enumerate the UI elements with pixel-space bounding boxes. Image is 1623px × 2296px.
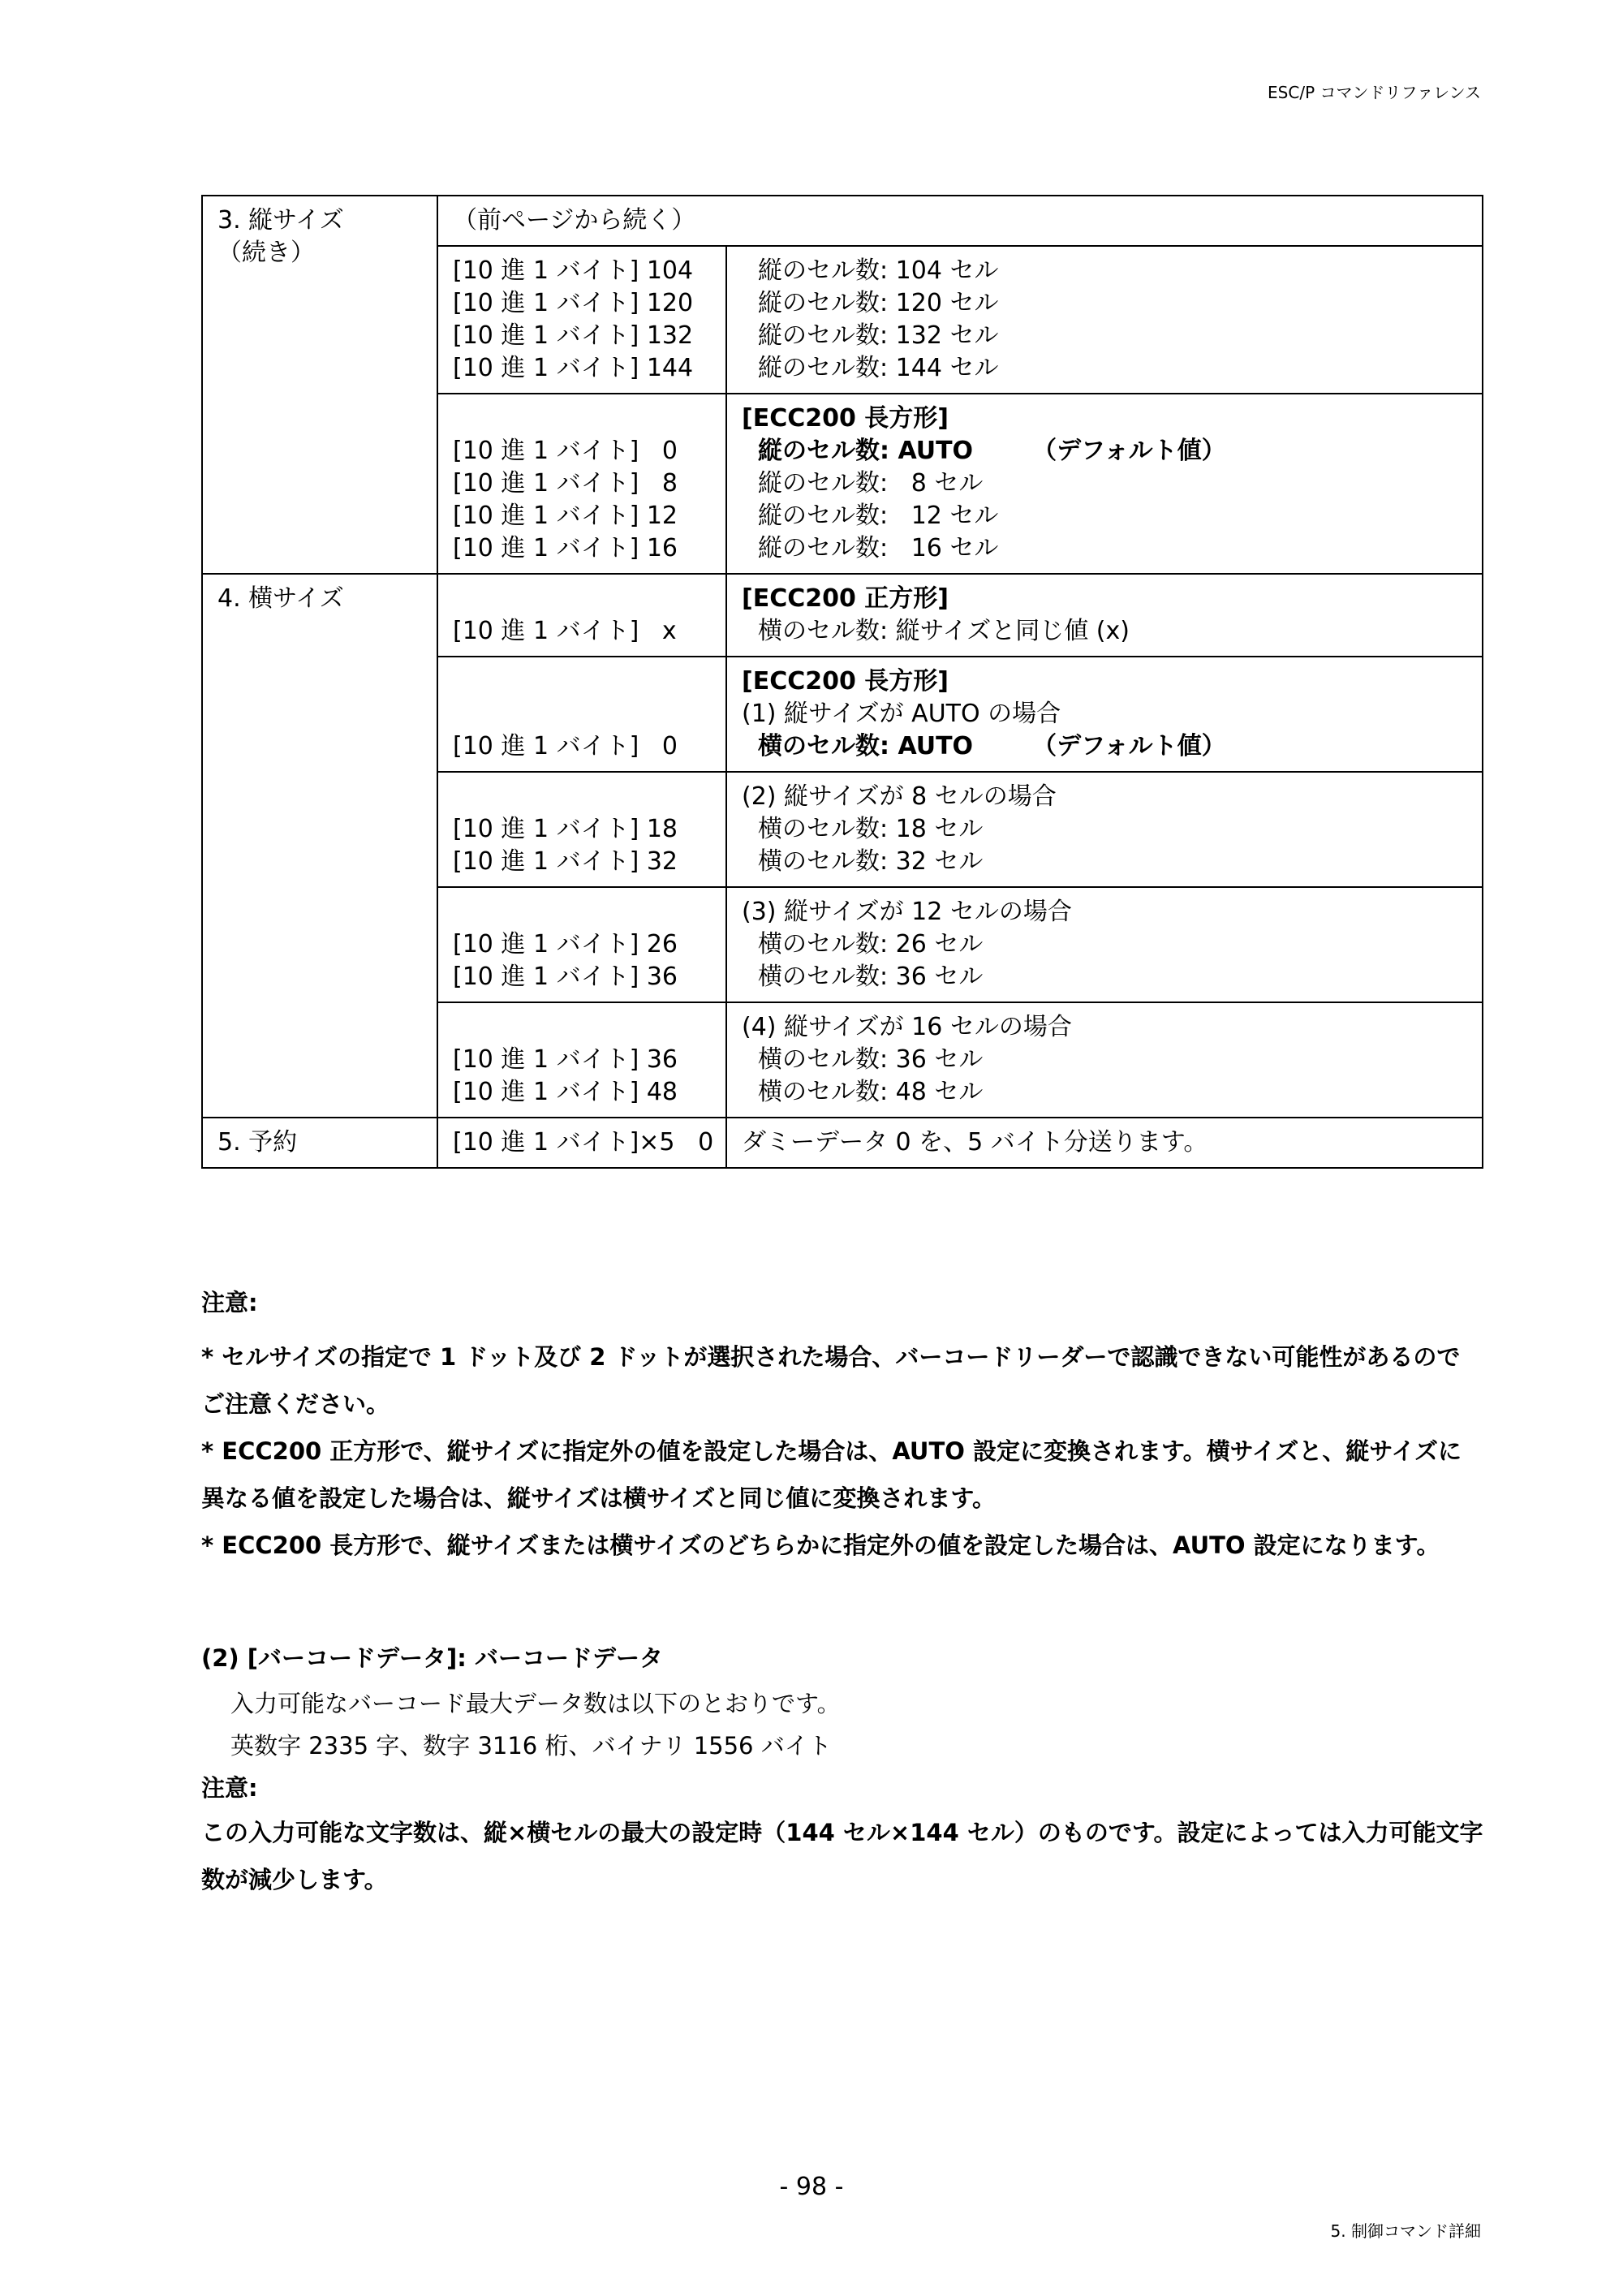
continued-note: （前ページから続く）	[453, 206, 696, 235]
description-condition: (2) 縦サイズが 8 セルの場合	[742, 782, 1057, 811]
description-line: 横のセル数: 48 セル	[758, 1078, 984, 1106]
value-line: [10 進 1 バイト] 0	[453, 732, 678, 760]
value-line: [10 進 1 バイト] 36	[453, 1045, 678, 1074]
value-line: [10 進 1 バイト] 144	[453, 354, 694, 382]
description-heading: [ECC200 正方形]	[742, 584, 949, 613]
value-line: [10 進 1 バイト]×5 0	[453, 1128, 714, 1157]
table-row	[202, 574, 1483, 657]
description-cell	[726, 1002, 1483, 1118]
description-cell	[726, 657, 1483, 772]
description-cell	[726, 574, 1483, 657]
description-default: 縦のセル数: AUTO （デフォルト値）	[758, 437, 1226, 465]
description-line: 縦のセル数: 104 セル	[758, 256, 999, 285]
description-line: 横のセル数: 36 セル	[758, 963, 984, 991]
value-cell	[437, 1002, 726, 1118]
parameter-table	[201, 195, 1483, 1169]
param-label: 3. 縦サイズ	[217, 206, 344, 235]
param-label: 5. 予約	[217, 1128, 298, 1157]
notes-heading: 注意:	[201, 1289, 258, 1316]
description-line: 横のセル数: 26 セル	[758, 930, 984, 958]
value-line: [10 進 1 バイト] 36	[453, 963, 678, 991]
param-label-sub: （続き）	[217, 239, 315, 267]
value-line: [10 進 1 バイト] 32	[453, 847, 678, 876]
notes-section	[201, 1286, 1483, 1903]
description-line: 縦のセル数: 12 セル	[758, 502, 999, 530]
value-cell	[437, 657, 726, 772]
note-item: * セルサイズの指定で 1 ドット及び 2 ドットが選択された場合、バーコードリーダーで認識できない可能性があるのでご注意ください。	[201, 1343, 1461, 1418]
value-line: [10 進 1 バイト] 0	[453, 437, 678, 465]
running-header: ESC/P コマンドリファレンス	[1268, 83, 1481, 102]
page-number: - 98 -	[779, 2173, 844, 2201]
value-line: [10 進 1 バイト] 26	[453, 930, 678, 958]
param-label: 4. 横サイズ	[217, 584, 344, 613]
table-row	[202, 196, 1483, 246]
description-cell	[726, 246, 1483, 394]
section-note-heading: 注意:	[201, 1774, 258, 1802]
section-note: この入力可能な文字数は、縦×横セルの最大の設定時（144 セル×144 セル）のものです。設定によっては入力可能文字数が減少します。	[201, 1819, 1483, 1893]
description-line: ダミーデータ 0 を、5 バイト分送ります。	[742, 1128, 1208, 1157]
section-body-line: 英数字 2335 字、数字 3116 桁、バイナリ 1556 バイト	[230, 1732, 832, 1760]
description-line: 横のセル数: 18 セル	[758, 815, 984, 843]
description-line: 縦のセル数: 16 セル	[758, 534, 999, 562]
value-line: [10 進 1 バイト] 16	[453, 534, 678, 562]
description-line: 横のセル数: 32 セル	[758, 847, 984, 876]
param-label-cell	[202, 574, 437, 1118]
description-cell	[726, 887, 1483, 1002]
value-cell	[437, 1118, 726, 1168]
running-footer: 5. 制御コマンド詳細	[1330, 2221, 1481, 2241]
description-line: 縦のセル数: 120 セル	[758, 289, 999, 317]
description-condition: (4) 縦サイズが 16 セルの場合	[742, 1013, 1072, 1041]
value-line: [10 進 1 バイト] 12	[453, 502, 678, 530]
value-line: [10 進 1 バイト] 8	[453, 469, 678, 498]
param-label-cell	[202, 1118, 437, 1168]
note-item: * ECC200 正方形で、縦サイズに指定外の値を設定した場合は、AUTO 設定に変換されます。横サイズと、縦サイズに異なる値を設定した場合は、縦サイズは横サイズと同じ値に変換されます。	[201, 1437, 1462, 1512]
param-label-cell	[202, 196, 437, 574]
description-line: 縦のセル数: 144 セル	[758, 354, 999, 382]
value-line: [10 進 1 バイト] 18	[453, 815, 678, 843]
value-line: [10 進 1 バイト] 132	[453, 321, 694, 350]
table-row	[202, 1118, 1483, 1168]
description-line: 縦のセル数: 8 セル	[758, 469, 984, 498]
description-heading: [ECC200 長方形]	[742, 404, 949, 433]
description-line: 縦のセル数: 132 セル	[758, 321, 999, 350]
value-cell	[437, 394, 726, 574]
value-cell	[437, 887, 726, 1002]
section-body-line: 入力可能なバーコード最大データ数は以下のとおりです。	[230, 1690, 841, 1717]
note-item: * ECC200 長方形で、縦サイズまたは横サイズのどちらかに指定外の値を設定した場合は、AUTO 設定になります。	[201, 1531, 1440, 1559]
value-line: [10 進 1 バイト] x	[453, 617, 677, 645]
value-cell	[437, 574, 726, 657]
value-cell	[437, 772, 726, 887]
description-default: 横のセル数: AUTO （デフォルト値）	[758, 732, 1226, 760]
description-cell	[726, 1118, 1483, 1168]
value-line: [10 進 1 バイト] 120	[453, 289, 694, 317]
description-cell	[726, 772, 1483, 887]
continued-note-cell	[437, 196, 1483, 246]
value-line: [10 進 1 バイト] 48	[453, 1078, 678, 1106]
section-title: (2) [バーコードデータ]: バーコードデータ	[201, 1644, 663, 1672]
value-cell	[437, 246, 726, 394]
description-condition: (1) 縦サイズが AUTO の場合	[742, 700, 1061, 728]
description-line: 横のセル数: 縦サイズと同じ値 (x)	[758, 617, 1130, 645]
description-condition: (3) 縦サイズが 12 セルの場合	[742, 898, 1072, 926]
description-heading: [ECC200 長方形]	[742, 667, 949, 696]
description-line: 横のセル数: 36 セル	[758, 1045, 984, 1074]
description-cell	[726, 394, 1483, 574]
value-line: [10 進 1 バイト] 104	[453, 256, 694, 285]
